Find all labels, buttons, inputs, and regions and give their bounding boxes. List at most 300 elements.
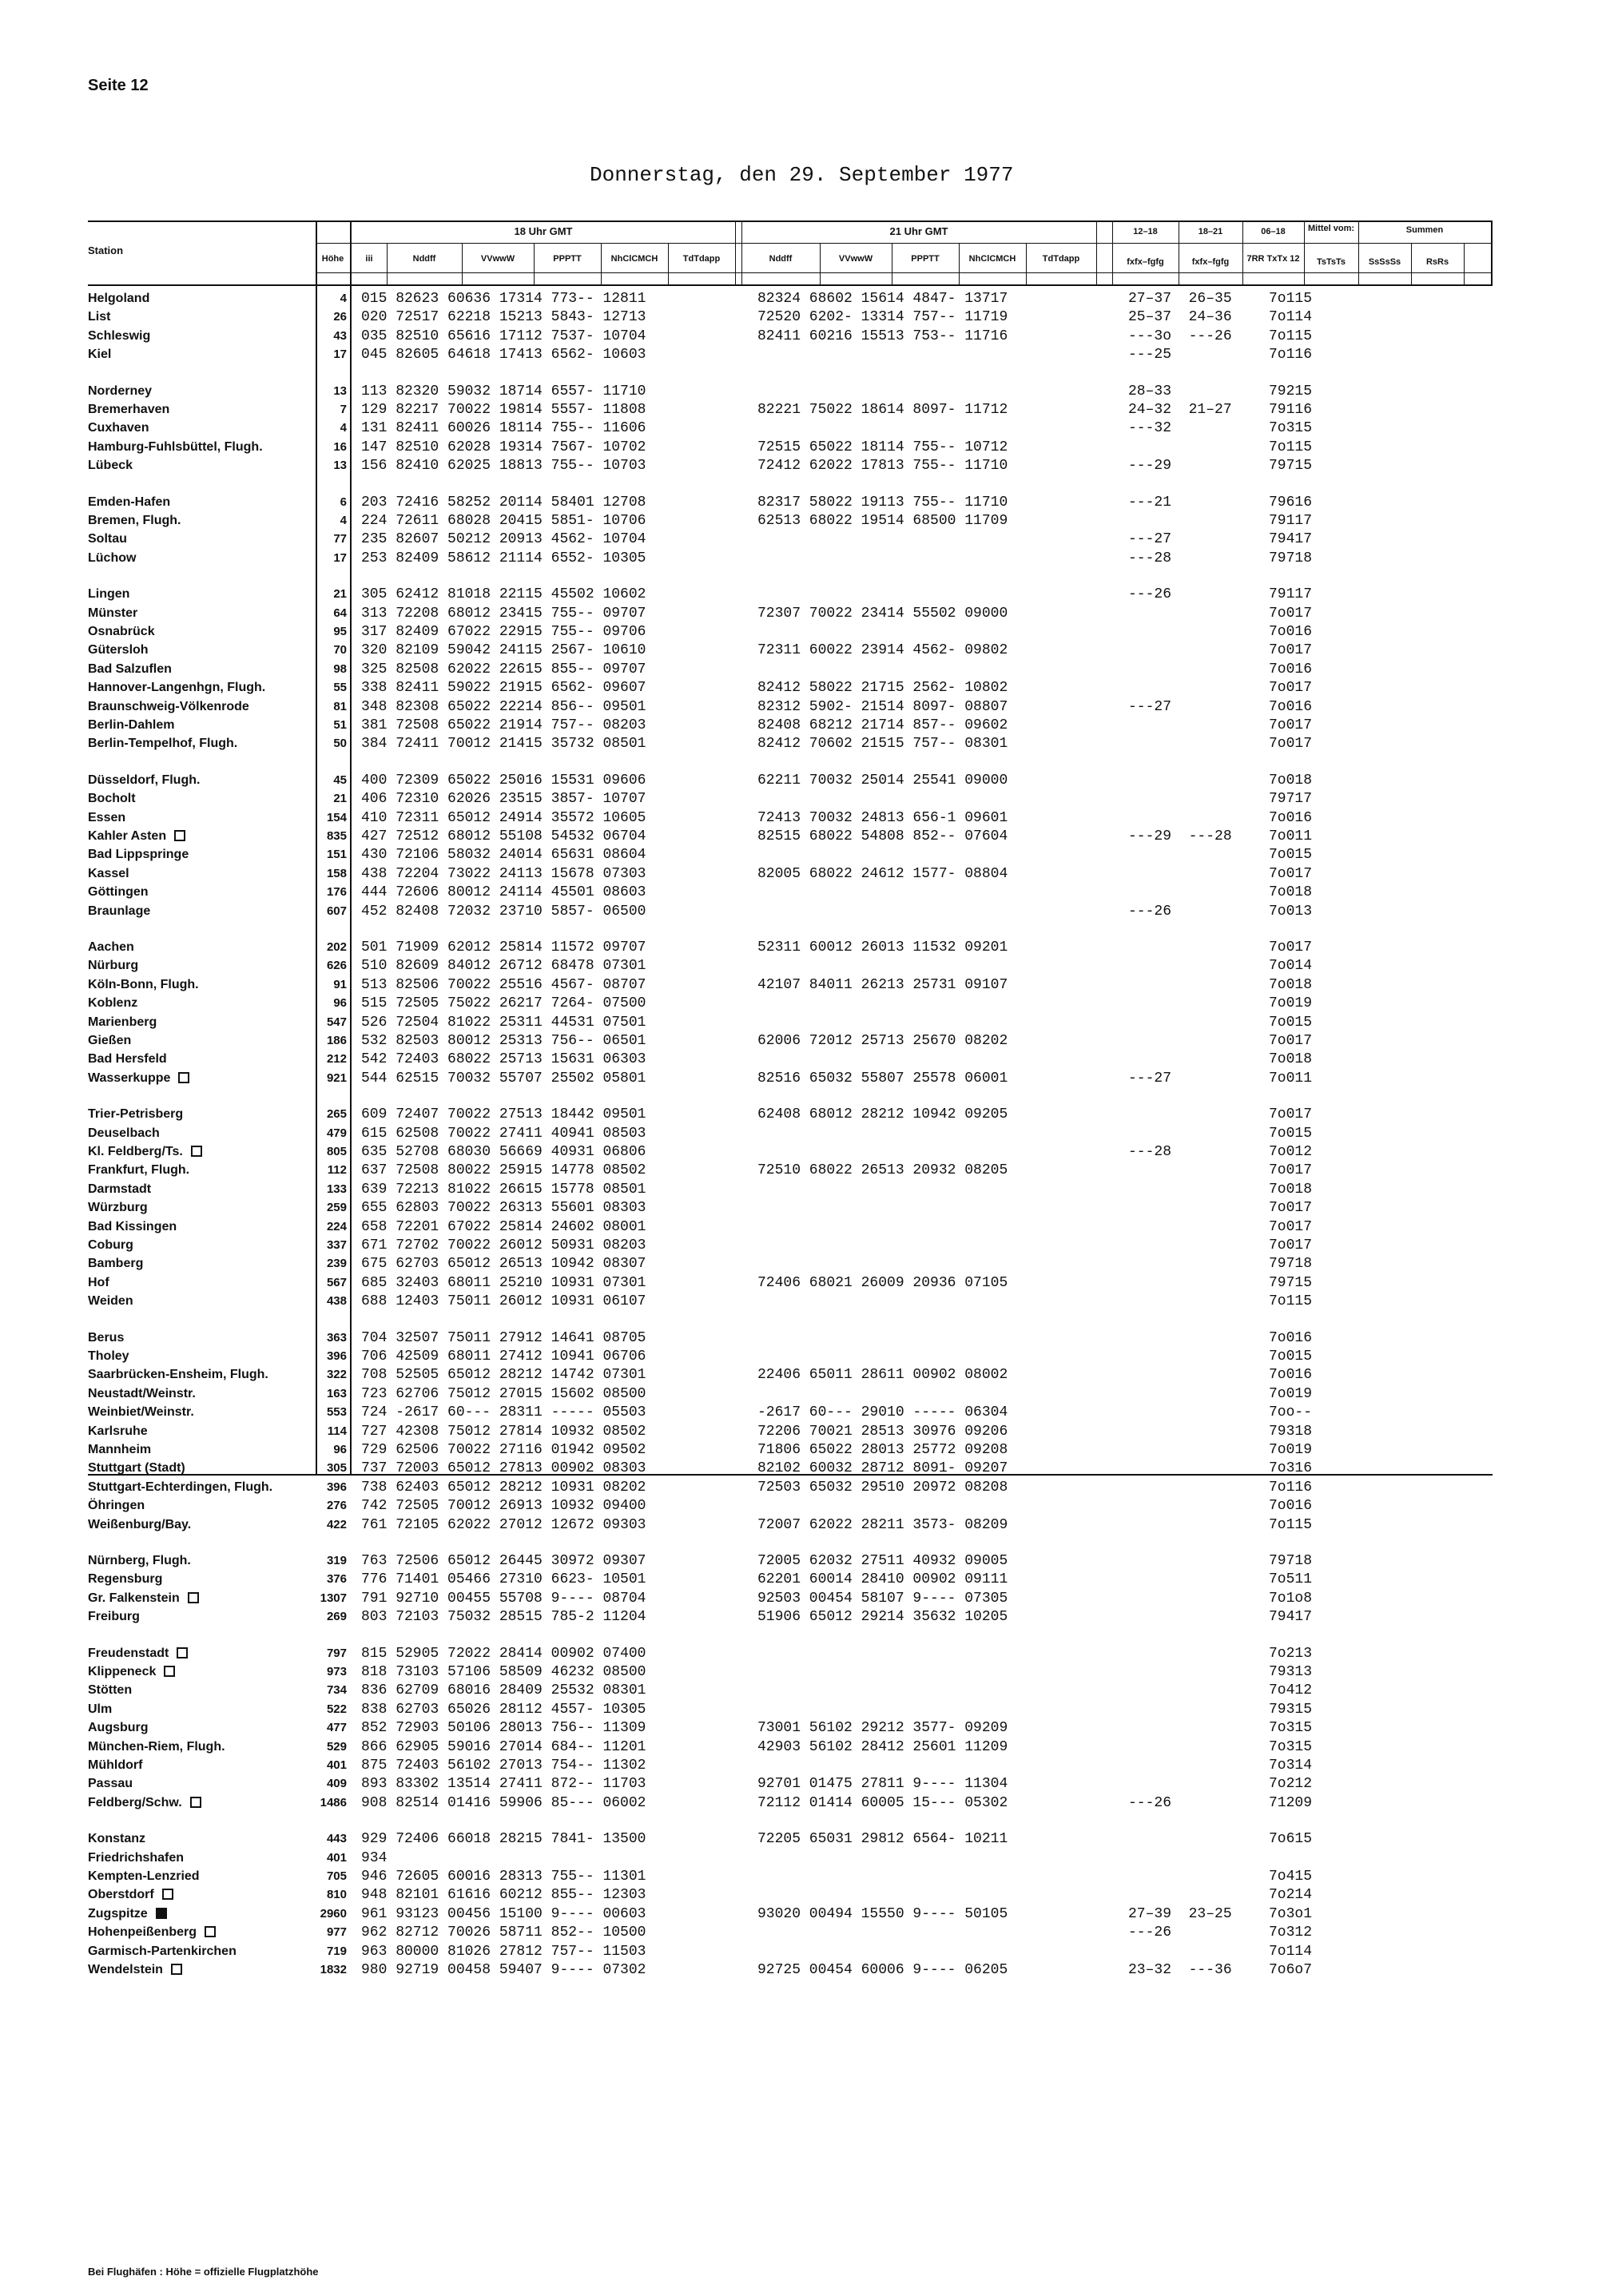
station-label: Gr. Falkenstein [88,1591,180,1605]
obs-21-gmt: 72206 70021 28513 30976 09206 [757,1423,1008,1440]
rain-temp-group: 7o315 [1269,420,1313,437]
rain-temp-group: 7o017 [1269,605,1313,622]
obs-21-gmt: 82317 58022 19113 755-- 11710 [757,494,1008,510]
obs-18-gmt: 946 72605 60016 28313 755-- 11301 [361,1869,646,1885]
rain-temp-group: 71209 [1269,1794,1313,1811]
rain-temp-group: 79417 [1269,531,1313,548]
station-elevation: 64 [333,606,347,620]
obs-18-gmt: 430 72106 58032 24014 65631 08604 [361,847,646,864]
station-label: Bocholt [88,792,136,806]
subheader-ssss: SsSsSs [1368,257,1401,267]
station-label: Hamburg-Fuhlsbüttel, Flugh. [88,439,263,454]
obs-18-gmt: 045 82605 64618 17413 6562- 10603 [361,347,646,363]
col-divider [959,243,960,284]
station-name [88,1386,196,1402]
station-label: Düsseldorf, Flugh. [88,773,201,787]
rain-temp-group: 7o019 [1269,995,1313,1012]
station-label: Hof [88,1275,109,1289]
table-top-rule [88,220,1493,222]
station-label: Coburg [88,1238,133,1252]
rain-temp-group: 7o212 [1269,1776,1313,1793]
rain-temp-group: 7o314 [1269,1758,1313,1774]
rain-temp-group: 79417 [1269,1609,1313,1626]
station-label: Koblenz [88,996,138,1011]
header-mid-rule [316,243,1493,244]
square-icon [177,1647,188,1658]
header-06-18: 06–18 [1261,227,1286,236]
station-label: Saarbrücken-Ensheim, Flugh. [88,1368,268,1382]
obs-18-gmt: 131 82411 60026 18114 755-- 11606 [361,420,646,437]
station-elevation: 21 [333,792,347,806]
square-icon [174,830,185,841]
station-elevation: 529 [326,1739,347,1754]
station-label: Weißenburg/Bay. [88,1517,192,1531]
station-label: Passau [88,1777,133,1791]
station-name [88,680,265,696]
rain-temp-group: 7o1o8 [1269,1590,1313,1607]
footnote: Bei Flughäfen : Höhe = offizielle Flugplatzhöhe [88,2266,319,2278]
station-label: Wasserkuppe [88,1071,171,1085]
obs-18-gmt: 129 82217 70022 19814 5557- 11808 [361,402,646,418]
gust-range: ---27 [1128,698,1172,715]
obs-18-gmt: 815 52905 72022 28414 00902 07400 [361,1645,646,1662]
gust-range: ---28 [1128,1144,1172,1160]
rain-temp-group: 7o115 [1269,328,1313,344]
obs-21-gmt: 62513 68022 19514 68500 11709 [757,513,1008,529]
obs-18-gmt: 313 72208 68012 23415 755-- 09707 [361,605,646,622]
station-name [88,1442,151,1458]
station-label: Bremen, Flugh. [88,514,181,527]
obs-18-gmt: 526 72504 81022 25311 44531 07501 [361,1014,646,1031]
obs-21-gmt: 82221 75022 18614 8097- 11712 [757,402,1008,418]
gust-range: ---26 [1128,1794,1172,1811]
gust-range: 27–37 26–35 [1128,291,1232,307]
station-elevation: 2960 [320,1906,347,1921]
station-label: Oberstdorf [88,1888,154,1902]
station-label: Augsburg [88,1721,149,1735]
obs-21-gmt: 82102 60032 28712 8091- 09207 [757,1460,1008,1477]
rain-temp-group: 79718 [1269,1553,1313,1569]
station-elevation: 13 [333,383,347,398]
station-label: Karlsruhe [88,1424,148,1438]
station-elevation: 96 [333,1443,347,1456]
station-label: Neustadt/Weinstr. [88,1386,196,1400]
obs-21-gmt: 82005 68022 24612 1577- 08804 [757,865,1008,882]
station-elevation: 4 [340,292,347,305]
rain-temp-group: 7o017 [1269,736,1313,753]
rain-temp-group: 7o114 [1269,309,1313,326]
obs-18-gmt: 934 [361,1849,388,1866]
obs-18-gmt: 791 92710 00455 55708 9---- 08704 [361,1590,646,1607]
station-elevation: 50 [333,737,347,751]
header-vvwww: VVwwW [480,254,515,264]
rain-temp-group: 79313 [1269,1664,1313,1680]
obs-18-gmt: 406 72310 62026 23515 3857- 10707 [361,791,646,808]
rain-temp-group: 7o013 [1269,903,1313,920]
subheader-gust-18-21: fxfx–fgfg [1191,257,1230,267]
station-elevation: 1307 [320,1591,347,1605]
station-elevation: 477 [326,1721,347,1735]
obs-18-gmt: 737 72003 65012 27813 00902 08303 [361,1460,646,1477]
obs-18-gmt: 542 72403 68022 25713 15631 06303 [361,1051,646,1068]
station-label: München-Riem, Flugh. [88,1739,225,1754]
station-label: Wendelstein [88,1963,163,1976]
obs-18-gmt: 963 80000 81026 27812 757-- 11503 [361,1943,646,1960]
station-label: Freudenstadt [88,1646,169,1660]
station-elevation: 45 [333,773,347,787]
station-name [88,1071,189,1086]
station-elevation: 1832 [320,1963,347,1976]
obs-21-gmt: -2617 60--- 29010 ----- 06304 [757,1404,1008,1421]
obs-18-gmt: 400 72309 65022 25016 15531 09606 [361,772,646,789]
header-nhclcmch-21: NhClCMCH [968,254,1016,264]
station-name [88,1144,202,1160]
rain-temp-group: 79318 [1269,1423,1313,1440]
rain-temp-group: 79117 [1269,586,1313,603]
station-label: Marienberg [88,1015,157,1029]
obs-18-gmt: 948 82101 61616 60212 855-- 12303 [361,1887,646,1904]
obs-18-gmt: 706 42509 68011 27412 10941 06706 [361,1349,646,1364]
obs-21-gmt: 72510 68022 26513 20932 08205 [757,1162,1008,1179]
rain-temp-group: 7o015 [1269,847,1313,864]
station-elevation: 91 [333,977,347,991]
station-name [88,1033,131,1049]
station-elevation: 810 [326,1888,347,1902]
rain-temp-group: 7o017 [1269,1162,1313,1179]
obs-18-gmt: 325 82508 62022 22615 855-- 09707 [361,661,646,677]
station-name [88,402,169,418]
station-elevation: 734 [326,1683,347,1698]
station-elevation: 305 [326,1461,347,1476]
station-name [88,309,110,325]
station-name [88,513,181,529]
station-name [88,1776,133,1792]
station-label: Klippeneck [88,1665,157,1678]
station-elevation: 112 [327,1163,347,1178]
obs-18-gmt: 035 82510 65616 17112 7537- 10704 [361,328,646,344]
square-icon [171,1964,182,1975]
station-elevation: 422 [326,1517,347,1531]
obs-18-gmt: 776 71401 05466 27310 6623- 10501 [361,1571,646,1588]
station-label: Frankfurt, Flugh. [88,1163,190,1178]
header-hoehe: Höhe [321,254,344,264]
station-label: Essen [88,810,126,824]
header-sub-rule [316,272,1493,273]
station-elevation: 224 [326,1219,347,1233]
rain-temp-group: 7o415 [1269,1869,1313,1885]
rain-temp-group: 7o015 [1269,1349,1313,1364]
station-name [88,1256,143,1272]
header-ppptt: PPPTT [553,254,582,264]
rain-temp-group: 79315 [1269,1701,1313,1718]
obs-21-gmt: 72205 65031 29812 6564- 10211 [757,1831,1008,1848]
station-elevation: 409 [326,1777,347,1791]
obs-18-gmt: 639 72213 81022 26615 15778 08501 [361,1181,646,1198]
rain-temp-group: 7o017 [1269,1200,1313,1217]
rain-temp-group: 7o316 [1269,1460,1313,1477]
station-elevation: 269 [326,1610,347,1624]
station-name [88,1200,148,1216]
header-18-21: 18–21 [1198,227,1223,236]
obs-18-gmt: 338 82411 59022 21915 6562- 09607 [361,680,646,697]
station-elevation: 133 [326,1182,347,1196]
station-elevation: 396 [326,1349,347,1363]
gust-range: ---29 ---28 [1128,828,1232,844]
obs-21-gmt: 92725 00454 60006 9---- 06205 [757,1962,1008,1978]
obs-18-gmt: 444 72606 80012 24114 45501 08603 [361,884,646,901]
station-label: Kahler Asten [88,829,167,843]
station-name [88,1925,216,1940]
obs-18-gmt: 020 72517 62218 15213 5843- 12713 [361,309,646,326]
rain-temp-group: 7o017 [1269,865,1313,882]
gust-range: ---21 [1128,494,1172,510]
header-iii: iii [365,254,373,264]
station-label: Helgoland [88,292,150,305]
rain-temp-group: 7o015 [1269,1014,1313,1031]
station-name [88,1162,189,1178]
station-name [88,1944,237,1960]
obs-21-gmt: 82411 60216 15513 753-- 11716 [757,328,1008,344]
rain-temp-group: 7o115 [1269,291,1313,307]
station-name [88,383,152,399]
obs-18-gmt: 348 82308 65022 22214 856-- 09501 [361,698,646,715]
obs-21-gmt: 72406 68021 26009 20936 07105 [757,1274,1008,1291]
header-nddff-21: Nddff [769,254,793,264]
station-label: Bad Hersfeld [88,1052,167,1067]
station-elevation: 176 [326,885,347,900]
rain-temp-group: 7oo-- [1269,1404,1313,1421]
station-label: Tholey [88,1349,129,1363]
obs-18-gmt: 015 82623 60636 17314 773-- 12811 [361,291,646,307]
station-name [88,791,136,807]
obs-18-gmt: 532 82503 80012 25313 756-- 06501 [361,1033,646,1049]
station-label: Weiden [88,1294,133,1309]
station-label: Cuxhaven [88,421,149,435]
obs-18-gmt: 410 72311 65012 24914 35572 10605 [361,809,646,826]
gust-range: 25–37 24–36 [1128,309,1232,326]
obs-18-gmt: 724 -2617 60--- 28311 ----- 05503 [361,1404,646,1421]
obs-21-gmt: 72005 62032 27511 40932 09005 [757,1553,1008,1569]
station-elevation: 202 [326,940,347,954]
station-label: Norderney [88,383,153,398]
obs-21-gmt: 72307 70022 23414 55502 09000 [757,605,1008,622]
obs-18-gmt: 615 62508 70022 27411 40941 08503 [361,1125,646,1142]
station-name [88,1739,225,1755]
gust-range: 28–33 [1128,383,1172,399]
station-name [88,1126,160,1142]
obs-21-gmt: 62211 70032 25014 25541 09000 [757,772,1008,789]
station-elevation: 319 [326,1554,347,1567]
station-label: Schleswig [88,328,151,343]
rain-temp-group: 7o016 [1269,1367,1313,1384]
obs-21-gmt: 51906 65012 29214 35632 10205 [757,1609,1008,1626]
station-elevation: 70 [333,643,347,657]
obs-21-gmt: 72311 60022 23914 4562- 09802 [757,642,1008,659]
station-label: Kassel [88,866,129,880]
obs-21-gmt: 72412 62022 17813 755-- 11710 [757,458,1008,475]
rain-temp-group: 7o017 [1269,1106,1313,1123]
station-name [88,1758,142,1774]
rain-temp-group: 7o412 [1269,1682,1313,1699]
station-elevation: 43 [333,328,347,343]
obs-18-gmt: 384 72411 70012 21415 35732 08501 [361,736,646,753]
header-tdtdapp-21: TdTdapp [1042,254,1080,264]
station-name [88,1906,167,1922]
station-label: Bad Lippspringe [88,848,189,862]
col-divider [601,243,602,284]
station-label: List [88,310,111,324]
station-name [88,1702,112,1718]
station-elevation: 16 [333,439,347,454]
square-icon [164,1666,175,1677]
header-nhclcmch: NhClCMCH [610,254,658,264]
station-elevation: 7 [340,403,347,416]
station-elevation: 835 [326,829,347,843]
station-elevation: 276 [326,1499,347,1513]
col-divider [316,220,317,1474]
subheader-7rr: 7RR TxTx 12 [1246,254,1300,264]
station-label: Würzburg [88,1201,148,1215]
station-name [88,1349,129,1364]
station-label: Lingen [88,587,130,602]
station-elevation: 81 [333,699,347,713]
station-name [88,1237,133,1253]
station-name [88,420,149,436]
station-name [88,904,150,920]
obs-18-gmt: 723 62706 75012 27015 15602 08500 [361,1385,646,1402]
rain-temp-group: 7o012 [1269,1144,1313,1160]
station-elevation: 186 [326,1034,347,1047]
obs-18-gmt: 203 72416 58252 20114 58401 12708 [361,494,646,510]
station-elevation: 376 [326,1572,347,1587]
obs-21-gmt: 82516 65032 55807 25578 06001 [757,1070,1008,1086]
station-name [88,1646,188,1662]
station-name [88,1591,199,1607]
rain-temp-group: 7o018 [1269,772,1313,789]
station-name [88,1182,151,1198]
station-elevation: 13 [333,459,347,473]
station-name [88,810,125,826]
station-label: Stuttgart (Stadt) [88,1461,185,1476]
rain-temp-group: 7o017 [1269,1218,1313,1235]
station-elevation: 114 [327,1424,347,1438]
station-label: Nürnberg, Flugh. [88,1554,191,1567]
station-label: Gießen [88,1034,132,1047]
station-elevation: 921 [326,1071,347,1085]
station-name [88,1051,167,1067]
obs-21-gmt: 72413 70032 24813 656-1 09601 [757,809,1008,826]
station-elevation: 443 [326,1832,347,1846]
station-label: Trier-Petrisberg [88,1107,184,1122]
station-label: Mannheim [88,1443,152,1456]
station-label: Bad Salzuflen [88,661,172,676]
rain-temp-group: 7o3o1 [1269,1905,1313,1922]
obs-18-gmt: 515 72505 75022 26217 7264- 07500 [361,995,646,1012]
station-label: Braunschweig-Völkenrode [88,699,249,713]
obs-18-gmt: 688 12403 75011 26012 10931 06107 [361,1293,646,1310]
station-label: Nürburg [88,959,139,973]
station-elevation: 719 [326,1944,347,1958]
rain-temp-group: 7o019 [1269,1442,1313,1458]
obs-21-gmt: 73001 56102 29212 3577- 09209 [757,1720,1008,1737]
subheader-gust-12-18: fxfx–fgfg [1127,257,1164,267]
rain-temp-group: 7o017 [1269,1237,1313,1253]
station-elevation: 973 [326,1665,347,1678]
col-divider [387,243,388,284]
rain-temp-group: 7o016 [1269,661,1313,677]
station-name [88,699,249,715]
obs-18-gmt: 544 62515 70032 55707 25502 05801 [361,1070,646,1086]
obs-18-gmt: 671 72702 70022 26012 50931 08203 [361,1237,646,1253]
obs-18-gmt: 838 62703 65026 28112 4557- 10305 [361,1701,646,1718]
rain-temp-group: 7o017 [1269,939,1313,955]
rain-temp-group: 7o018 [1269,1051,1313,1068]
obs-18-gmt: 818 73103 57106 58509 46232 08500 [361,1664,646,1680]
station-elevation: 77 [333,532,347,546]
obs-21-gmt: 93020 00494 15550 9---- 50105 [757,1905,1008,1922]
station-name [88,1330,124,1346]
square-icon [162,1889,173,1900]
station-name [88,291,149,307]
col-divider [1491,220,1493,286]
rain-temp-group: 79116 [1269,402,1313,418]
obs-18-gmt: 836 62709 68016 28409 25532 08301 [361,1682,646,1699]
station-label: Hannover-Langenhgn, Flugh. [88,681,266,695]
obs-18-gmt: 655 62803 70022 26313 55601 08303 [361,1200,646,1217]
rain-temp-group: 7o115 [1269,439,1313,455]
col-divider [1026,243,1027,284]
station-name [88,1015,157,1031]
gust-range: ---28 [1128,550,1172,566]
rain-temp-group: 79717 [1269,791,1313,808]
rain-temp-group: 79718 [1269,550,1313,566]
station-elevation: 607 [326,904,347,918]
obs-18-gmt: 738 62403 65012 28212 10931 08202 [361,1479,646,1496]
obs-21-gmt: 82412 70602 21515 757-- 08301 [757,736,1008,753]
station-elevation: 797 [326,1646,347,1660]
header-tdtdapp: TdTdapp [682,254,721,264]
station-name [88,1664,175,1680]
obs-18-gmt: 452 82408 72032 23710 5857- 06500 [361,903,646,920]
station-label: Gütersloh [88,643,149,657]
station-label: Hohenpeißenberg [88,1925,197,1940]
obs-18-gmt: 908 82514 01416 59906 85--- 06002 [361,1794,646,1811]
station-label: Osnabrück [88,625,155,638]
obs-18-gmt: 729 62506 70022 27116 01942 09502 [361,1442,646,1458]
station-name [88,661,172,677]
obs-18-gmt: 763 72506 65012 26445 30972 09307 [361,1553,646,1569]
obs-21-gmt: 82515 68022 54808 852-- 07604 [757,828,1008,844]
header-18-uhr: 18 Uhr GMT [514,225,573,237]
station-label: Bad Kissingen [88,1219,177,1233]
obs-18-gmt: 866 62905 59016 27014 684-- 11201 [361,1738,646,1755]
square-icon [178,1072,189,1083]
station-elevation: 547 [326,1015,347,1029]
station-name [88,439,263,455]
obs-18-gmt: 929 72406 66018 28215 7841- 13500 [361,1831,646,1848]
station-label: Konstanz [88,1832,145,1846]
station-name [88,1106,183,1122]
station-name [88,531,127,547]
rain-temp-group: 7o115 [1269,1293,1313,1310]
station-name [88,1293,133,1309]
station-elevation: 479 [326,1126,347,1140]
rain-temp-group: 7o511 [1269,1571,1313,1588]
obs-18-gmt: 961 93123 00456 15100 9---- 00603 [361,1905,646,1922]
col-divider [1096,220,1097,286]
rain-temp-group: 7o011 [1269,828,1313,844]
obs-18-gmt: 320 82109 59042 24115 2567- 10610 [361,642,646,659]
